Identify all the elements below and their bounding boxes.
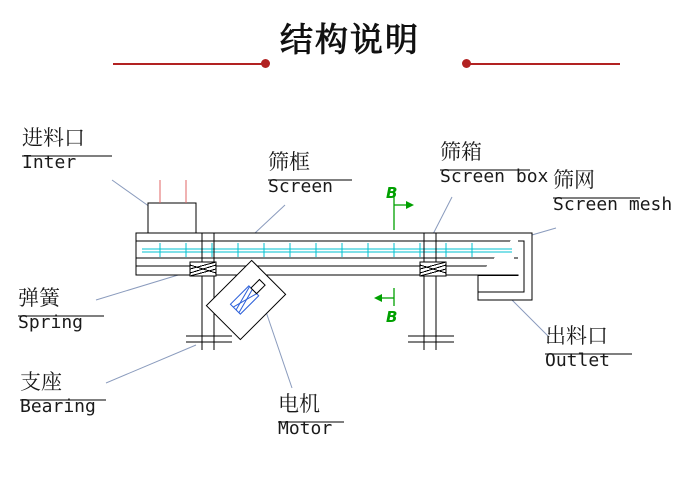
label-screen	[268, 150, 333, 199]
label-outlet-en: Outlet	[545, 350, 611, 371]
label-spring-cn: 弹簧	[18, 286, 60, 310]
label-screen-box	[440, 140, 548, 189]
label-outlet	[545, 324, 610, 373]
section-label-top: B	[386, 184, 398, 202]
label-spring-en: Spring	[18, 312, 84, 333]
label-motor-cn: 电机	[278, 392, 320, 416]
label-inter-cn: 进料口	[22, 126, 85, 150]
label-screen-mesh-en: Screen mesh	[553, 194, 673, 215]
label-bearing-en: Bearing	[20, 396, 96, 417]
section-mark-bottom	[374, 288, 397, 326]
label-motor	[278, 392, 332, 441]
machine-body	[136, 180, 532, 350]
spring-right	[420, 262, 446, 276]
label-screen-cn: 筛框	[268, 150, 310, 174]
label-screen-mesh-cn: 筛网	[553, 168, 595, 192]
section-mark-top	[386, 184, 414, 230]
label-screen-en: Screen	[268, 176, 334, 197]
label-screen-box-en: Screen box	[440, 166, 549, 187]
label-screen-box-cn: 筛箱	[440, 140, 482, 164]
label-inter-en: Inter	[22, 152, 77, 173]
label-spring	[18, 286, 83, 335]
label-screen-mesh	[553, 168, 672, 217]
label-inter	[22, 126, 85, 175]
label-bearing-cn: 支座	[20, 370, 62, 394]
label-motor-en: Motor	[278, 418, 333, 439]
label-bearing	[20, 370, 96, 419]
section-label-bottom: B	[386, 308, 398, 326]
label-outlet-cn: 出料口	[545, 324, 608, 348]
spring-left	[190, 262, 216, 276]
page-title: 结构说明	[280, 20, 420, 59]
